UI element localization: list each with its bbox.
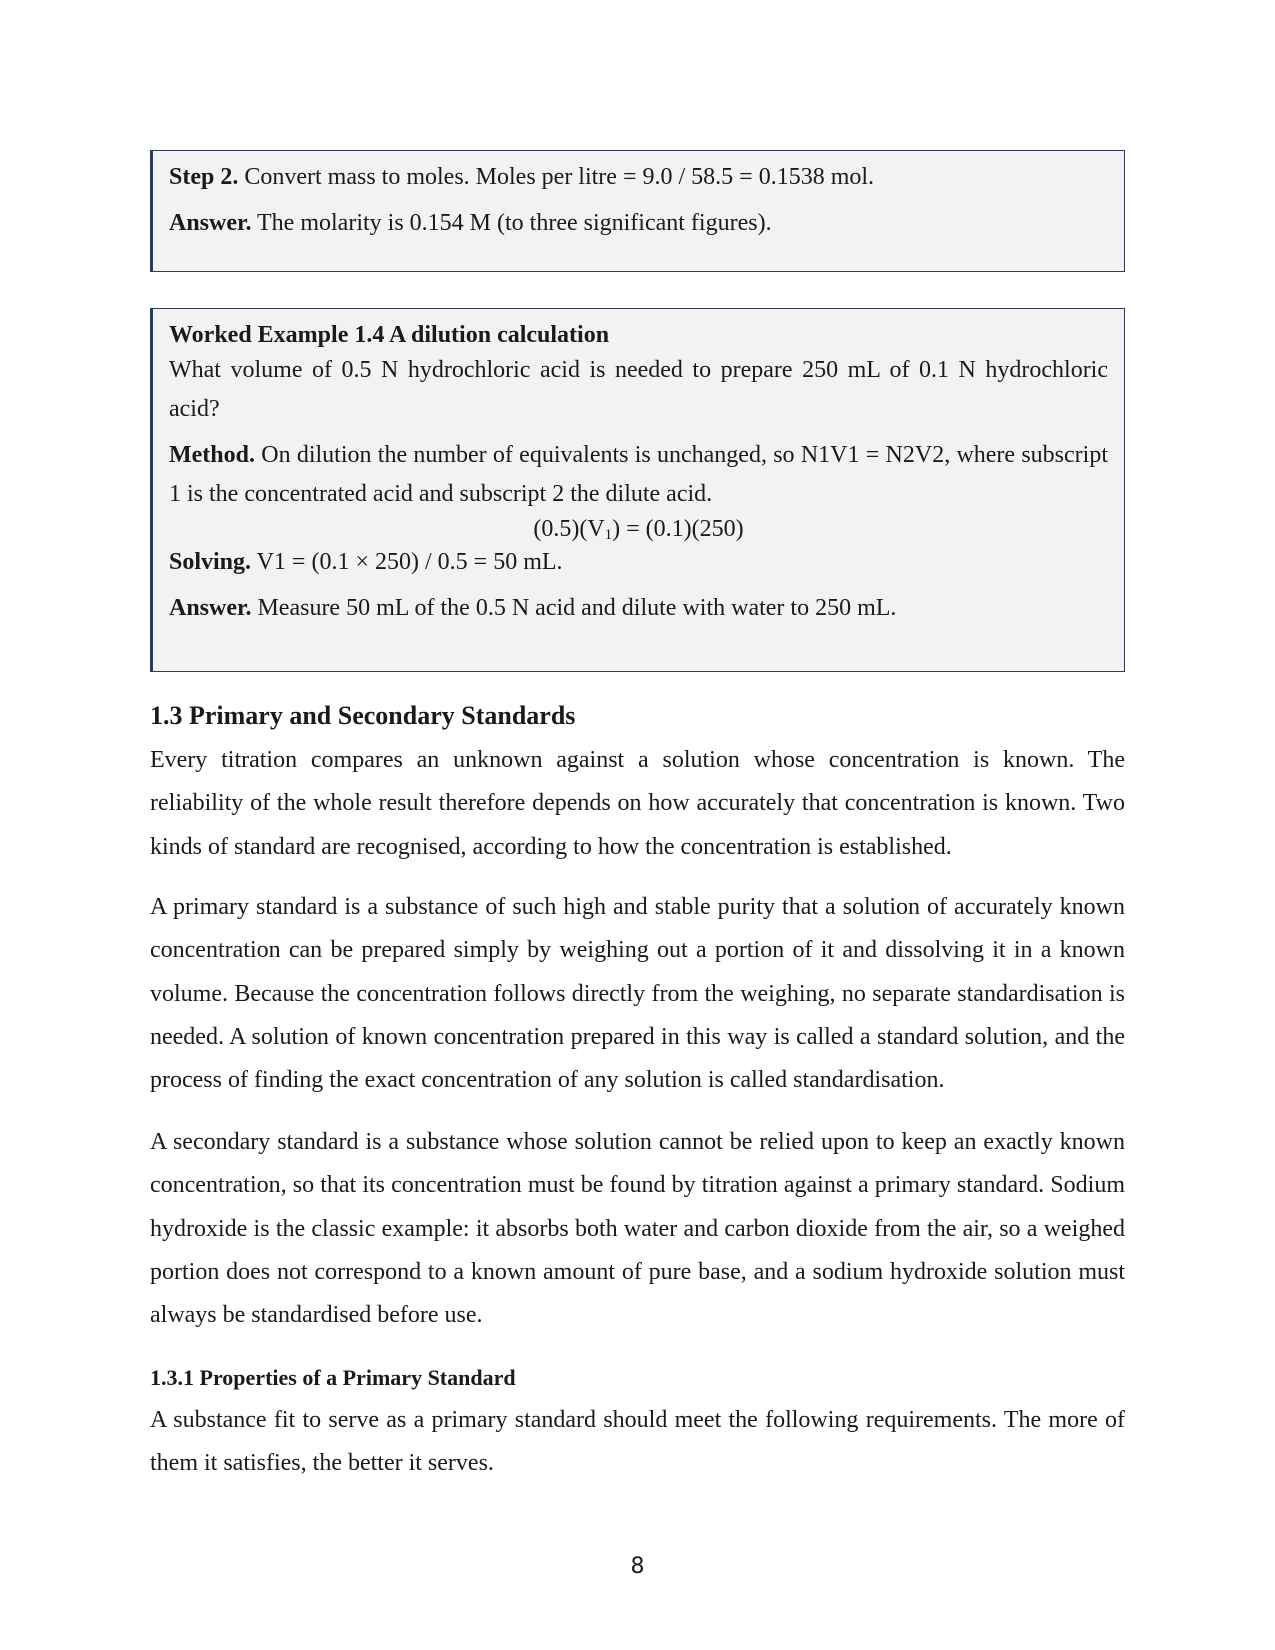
- method-text: On dilution the number of equivalents is unchanged, so N1V1 = N2V2, where subscript 1 is the concentrated acid and subscript 2 the dilute acid.: [169, 442, 1108, 507]
- body-paragraph: A primary standard is a substance of such high and stable purity that a solution of accurately known concentration can be prepared simply by weighing out a portion of it and dissolving it in a known volume. Because the concentration follows directly from the weighing, no separate standardisation is needed. A solution of known concentration prepared in this way is called a standard solution, and the process of finding the exact concentration of any solution is called standardisation.: [150, 894, 1125, 1094]
- step-label: Step 2.: [169, 164, 239, 190]
- worked-example-title: [169, 316, 1108, 355]
- body-paragraph: A substance fit to serve as a primary standard should meet the following requirements. The more of them it satisfies, the better it serves.: [150, 1407, 1125, 1477]
- body-paragraph: Every titration compares an unknown against a solution whose concentration is known. The reliability of the whole result therefore depends on how accurately that concentration is known. Two kinds of standard are recognised, according to how the concentration is established.: [150, 747, 1125, 860]
- subsection-heading: 1.3.1 Properties of a Primary Standard: [150, 1365, 516, 1390]
- page-number: 8: [630, 1554, 645, 1579]
- equation-right: ) = (0.1)(250): [612, 516, 744, 542]
- solving-text: V1 = (0.1 × 250) / 0.5 = 50 mL.: [251, 549, 563, 575]
- worked-example-title-text: Worked Example 1.4 A dilution calculation: [169, 322, 610, 348]
- answer-line: [169, 204, 1108, 243]
- answer-line: [169, 589, 1108, 628]
- method-label: Method.: [169, 442, 255, 468]
- step-text: Convert mass to moles. Moles per litre = 9.0 / 58.5 = 0.1538 mol.: [238, 164, 875, 190]
- answer-label: Answer.: [169, 595, 252, 621]
- solving-label: Solving.: [169, 549, 252, 575]
- method-paragraph: [169, 436, 1108, 514]
- answer-label: Answer.: [169, 210, 252, 236]
- section-heading: 1.3 Primary and Secondary Standards: [150, 701, 576, 730]
- equation-subscript: 1: [604, 527, 613, 543]
- body-paragraph: A secondary standard is a substance whose solution cannot be relied upon to keep an exactly known concentration, so that its concentration must be found by titration against a primary standard. Sodium hydroxide is the classic example: it absorbs both water and carbon dioxide from the air, so a weighed portion does not correspond to a known amount of pure base, and a sodium hydroxide solution must always be standardised before use.: [150, 1129, 1125, 1329]
- worked-step-box: [150, 150, 1125, 272]
- step-2-line: [169, 158, 1108, 197]
- answer-text: Measure 50 mL of the 0.5 N acid and dilute with water to 250 mL.: [251, 595, 897, 621]
- worked-example-box: [150, 308, 1125, 672]
- answer-text: The molarity is 0.154 M (to three significant figures).: [251, 210, 772, 236]
- worked-example-question: What volume of 0.5 N hydrochloric acid is needed to prepare 250 mL of 0.1 N hydrochloric acid?: [169, 357, 1108, 422]
- equation-left: (0.5)(V: [533, 516, 605, 542]
